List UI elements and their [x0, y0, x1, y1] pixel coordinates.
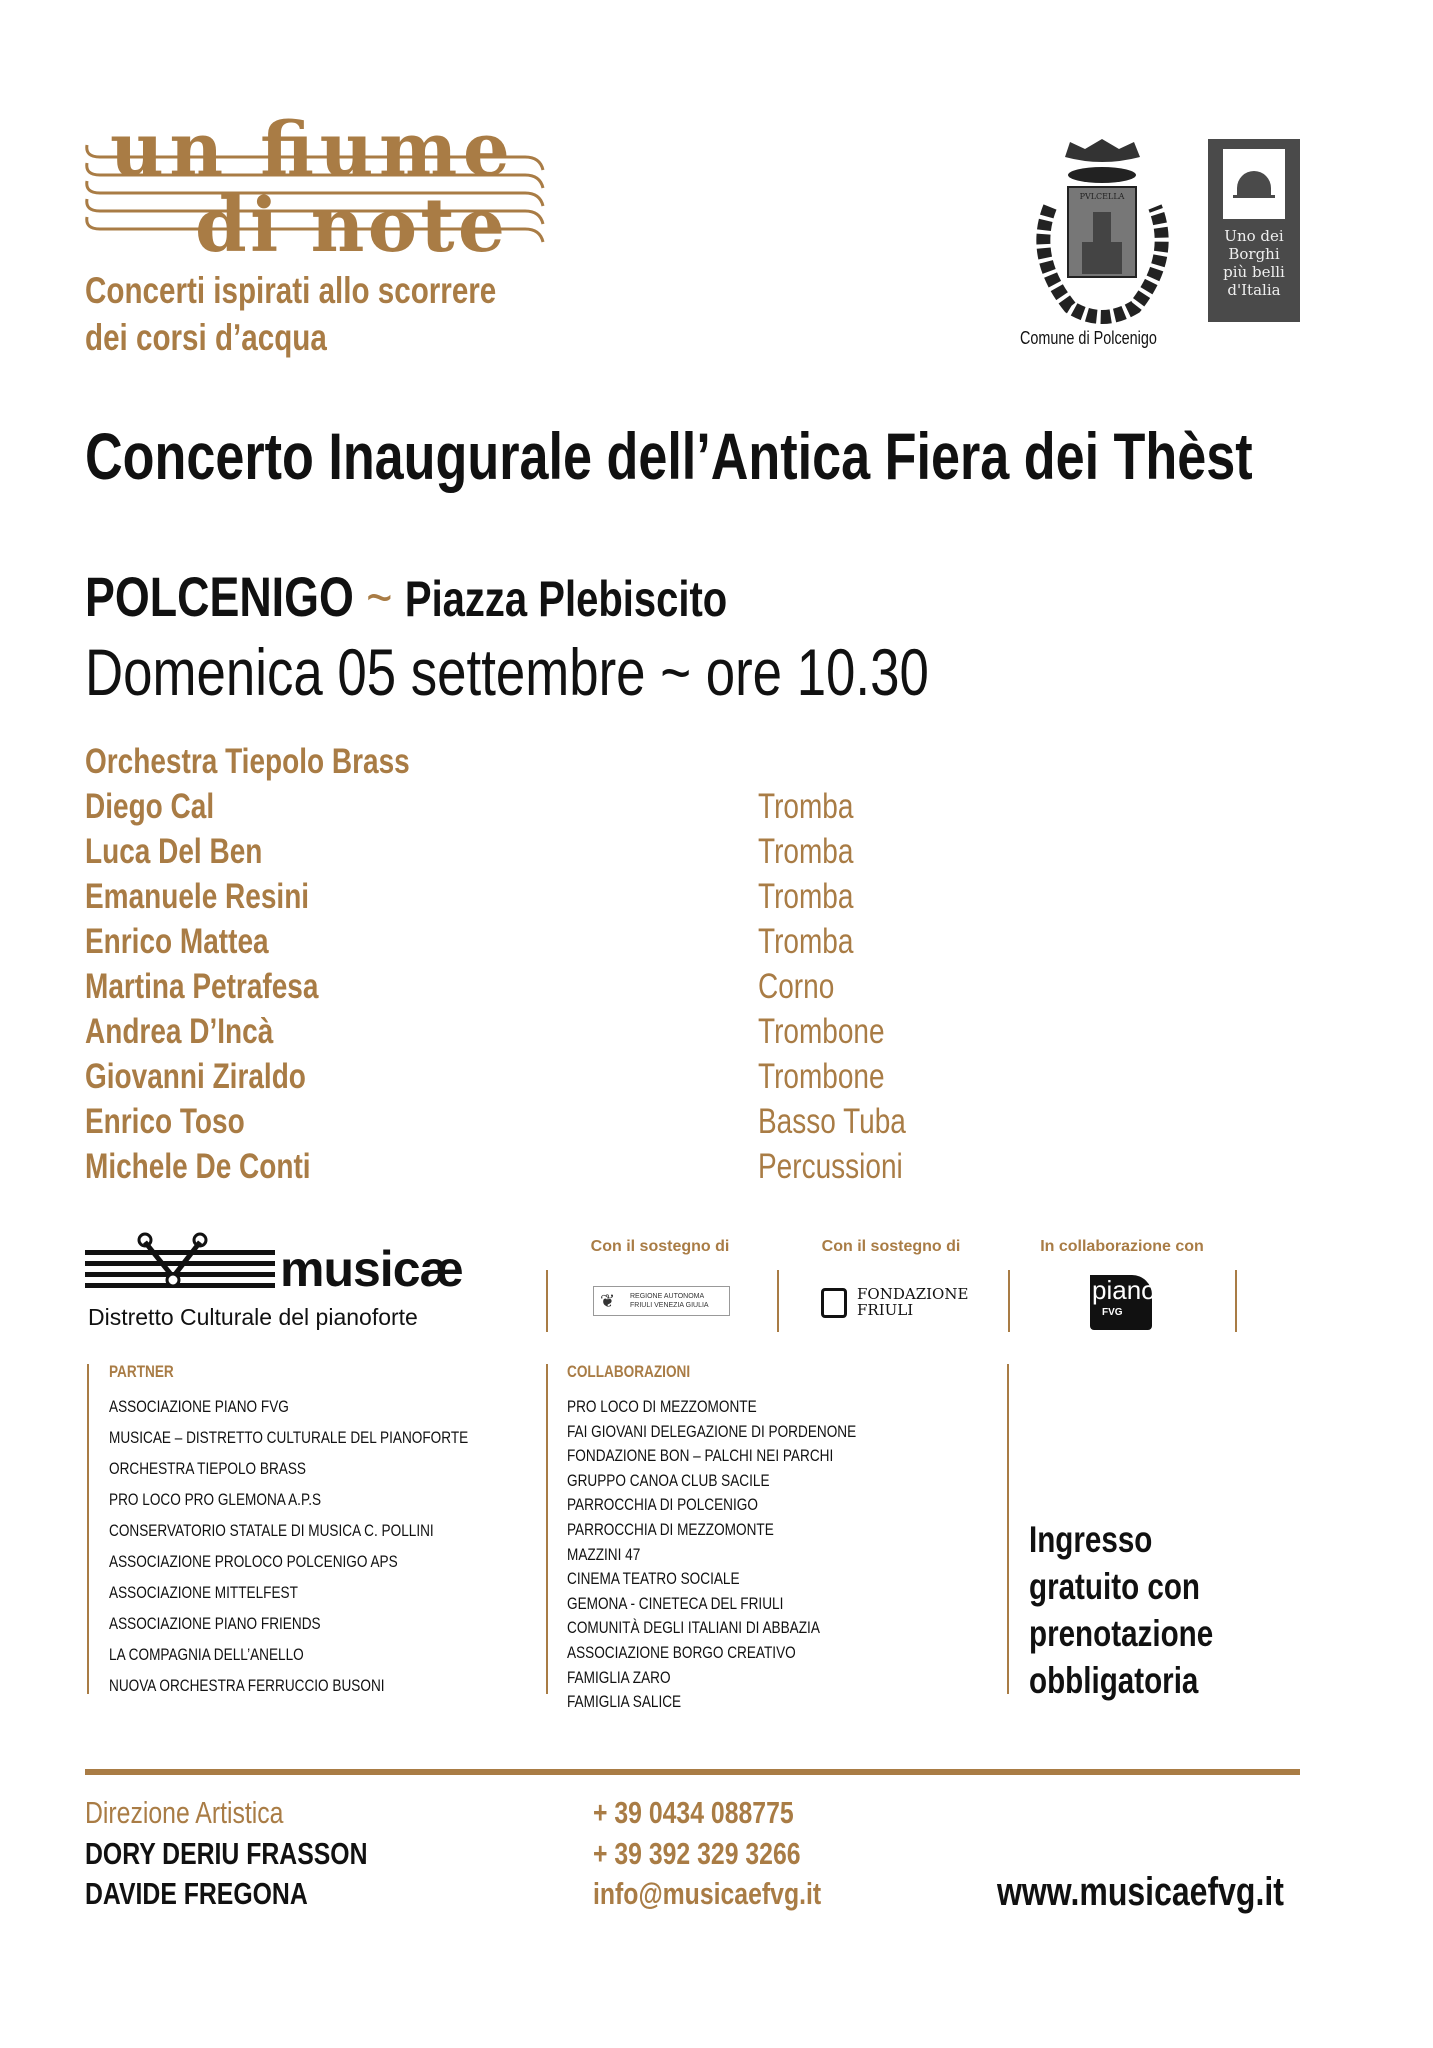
logo-text: FRIULI: [857, 1301, 914, 1319]
tagline-line2: dei corsi d’acqua: [85, 317, 327, 358]
regione-fvg-logo: ❦ REGIONE AUTONOMA FRIULI VENEZIA GIULIA: [593, 1286, 730, 1316]
musician-instrument-row: [758, 787, 877, 827]
venue-town: POLCENIGO: [85, 565, 354, 628]
svg-text:PVLCELLA: PVLCELLA: [1079, 192, 1125, 201]
musician-instrument-row: [758, 832, 877, 872]
logo-text: REGIONE AUTONOMA: [630, 1293, 705, 1300]
ensemble-name: Orchestra Tiepolo Brass: [85, 742, 410, 781]
venue-separator: ~: [366, 565, 393, 628]
collab-item: ASSOCIAZIONE BORGO CREATIVO: [567, 1642, 796, 1662]
direction-label: Direzione Artistica: [85, 1795, 284, 1830]
musicae-staff-icon: [85, 1232, 275, 1292]
sponsor-label: Con il sostegno di: [821, 1238, 961, 1255]
logo-text: FVG: [1102, 1307, 1123, 1318]
sponsor-label: Con il sostegno di: [590, 1238, 730, 1255]
partner-item: ORCHESTRA TIEPOLO BRASS: [109, 1459, 307, 1478]
borghi-line: Borghi: [1228, 245, 1280, 263]
castle-icon: [1223, 149, 1285, 219]
musician-row: [85, 1057, 361, 1097]
collab-item: FAI GIOVANI DELEGAZIONE DI PORDENONE: [567, 1421, 857, 1441]
collab-item: FAMIGLIA ZARO: [567, 1667, 671, 1687]
musician-instrument: Trombone: [758, 1057, 885, 1096]
venue-place: Piazza Plebiscito: [404, 571, 728, 627]
director-name: DAVIDE FREGONA: [85, 1876, 308, 1911]
musician-row: [85, 967, 377, 1007]
collab-item: GRUPPO CANOA CLUB SACILE: [567, 1470, 770, 1490]
crest-caption: Comune di Polcenigo: [1020, 328, 1157, 348]
partner-item: LA COMPAGNIA DELL’ANELLO: [109, 1645, 304, 1664]
phone-1[interactable]: + 39 0434 088775: [593, 1795, 794, 1830]
musician-name: Martina Petrafesa: [85, 967, 319, 1006]
musician-instrument: Trombone: [758, 1012, 885, 1051]
partner-item: ASSOCIAZIONE PIANO FRIENDS: [109, 1614, 321, 1633]
piano-fvg-logo: [1090, 1275, 1156, 1330]
musician-row: [85, 1102, 285, 1142]
musician-instrument-row: [758, 922, 877, 962]
musician-row: [85, 787, 246, 827]
musician-instrument-row: [758, 1012, 916, 1052]
partner-item: PRO LOCO PRO GLEMONA A.P.S: [109, 1490, 322, 1509]
musician-row: [85, 922, 315, 962]
director-name: DORY DERIU FRASSON: [85, 1836, 368, 1871]
website-link[interactable]: www.musicaefvg.it: [997, 1870, 1284, 1914]
logo-text: FRIULI VENEZIA GIULIA: [630, 1302, 709, 1309]
tagline-line1: Concerti ispirati allo scorrere: [85, 270, 497, 311]
musician-name: Emanuele Resini: [85, 877, 310, 916]
logo-text: piano: [1092, 1275, 1156, 1305]
entry-line: obbligatoria: [1029, 1660, 1199, 1701]
footer-divider: [85, 1769, 1300, 1775]
musician-instrument-row: [758, 877, 877, 917]
partner-item: NUOVA ORCHESTRA FERRUCCIO BUSONI: [109, 1676, 385, 1695]
borghi-line: d'Italia: [1227, 281, 1281, 299]
concert-date: Domenica 05 settembre ~ ore 10.30: [85, 635, 929, 709]
partner-item: CONSERVATORIO STATALE DI MUSICA C. POLLINI: [109, 1521, 434, 1540]
partner-header: PARTNER: [109, 1362, 174, 1381]
entry-line: prenotazione: [1029, 1613, 1214, 1654]
musician-name: Enrico Mattea: [85, 922, 269, 961]
concert-title: Concerto Inaugurale dell’Antica Fiera dei Thèst: [85, 419, 1253, 493]
sponsor-label: In collaborazione con: [1040, 1238, 1204, 1255]
musician-instrument-row: [758, 967, 853, 1007]
partner-item: MUSICAE – DISTRETTO CULTURALE DEL PIANOFORTE: [109, 1428, 469, 1447]
musician-instrument-row: [758, 1057, 916, 1097]
musician-name: Luca Del Ben: [85, 832, 263, 871]
musician-instrument: Tromba: [758, 787, 854, 826]
musician-name: Enrico Toso: [85, 1102, 245, 1141]
collab-item: FONDAZIONE BON – PALCHI NEI PARCHI: [567, 1446, 834, 1466]
polcenigo-crest: [1030, 137, 1175, 327]
musician-row: [85, 832, 307, 872]
collab-item: PARROCCHIA DI POLCENIGO: [567, 1495, 758, 1515]
partner-item: ASSOCIAZIONE MITTELFEST: [109, 1583, 298, 1602]
un-fiume-di-note-logo: [85, 105, 545, 270]
collab-item: MAZZINI 47: [567, 1544, 641, 1564]
musician-instrument: Percussioni: [758, 1147, 903, 1186]
musician-name: Andrea D’Incà: [85, 1012, 274, 1051]
musician-instrument-row: [758, 1102, 943, 1142]
musician-name: Diego Cal: [85, 787, 215, 826]
staff-lines-icon: [85, 105, 545, 270]
musician-name: Giovanni Ziraldo: [85, 1057, 306, 1096]
musicae-logo: [85, 1232, 475, 1332]
collab-item: PARROCCHIA DI MEZZOMONTE: [567, 1519, 774, 1539]
musicae-subtitle: Distretto Culturale del pianoforte: [88, 1304, 418, 1330]
entry-line: Ingresso: [1029, 1519, 1153, 1560]
svg-text:un fiume: un fiume: [110, 107, 510, 193]
musician-instrument: Tromba: [758, 877, 854, 916]
borghi-line: Uno dei: [1224, 227, 1284, 245]
collab-item: CINEMA TEATRO SOCIALE: [567, 1569, 740, 1589]
musician-instrument: Basso Tuba: [758, 1102, 906, 1141]
musician-instrument-row: [758, 1147, 939, 1187]
collab-header: COLLABORAZIONI: [567, 1362, 691, 1381]
email-link[interactable]: info@musicaefvg.it: [593, 1876, 822, 1911]
collab-item: GEMONA - CINETECA DEL FRIULI: [567, 1593, 784, 1613]
svg-text:di note: di note: [195, 183, 505, 269]
borghi-piu-belli-logo: [1208, 139, 1300, 322]
partner-item: ASSOCIAZIONE PROLOCO POLCENIGO APS: [109, 1552, 398, 1571]
musicae-name: musicæ: [280, 1241, 463, 1297]
collab-item: COMUNITÀ DEGLI ITALIANI DI ABBAZIA: [567, 1618, 820, 1638]
collab-item: PRO LOCO DI MEZZOMONTE: [567, 1397, 757, 1416]
musician-instrument: Corno: [758, 967, 835, 1006]
entry-line: gratuito con: [1029, 1566, 1201, 1607]
phone-2[interactable]: + 39 392 329 3266: [593, 1836, 801, 1871]
musician-row: [85, 1147, 367, 1187]
musician-row: [85, 877, 365, 917]
fondazione-friuli-logo: [821, 1286, 971, 1326]
partner-item: ASSOCIAZIONE PIANO FVG: [109, 1397, 289, 1416]
musician-name: Michele De Conti: [85, 1147, 311, 1186]
collab-item: FAMIGLIA SALICE: [567, 1692, 682, 1712]
musician-instrument: Tromba: [758, 922, 854, 961]
musician-instrument: Tromba: [758, 832, 854, 871]
borghi-line: più belli: [1223, 263, 1285, 281]
musician-row: [85, 1012, 320, 1052]
logo-text: FONDAZIONE: [857, 1285, 969, 1303]
